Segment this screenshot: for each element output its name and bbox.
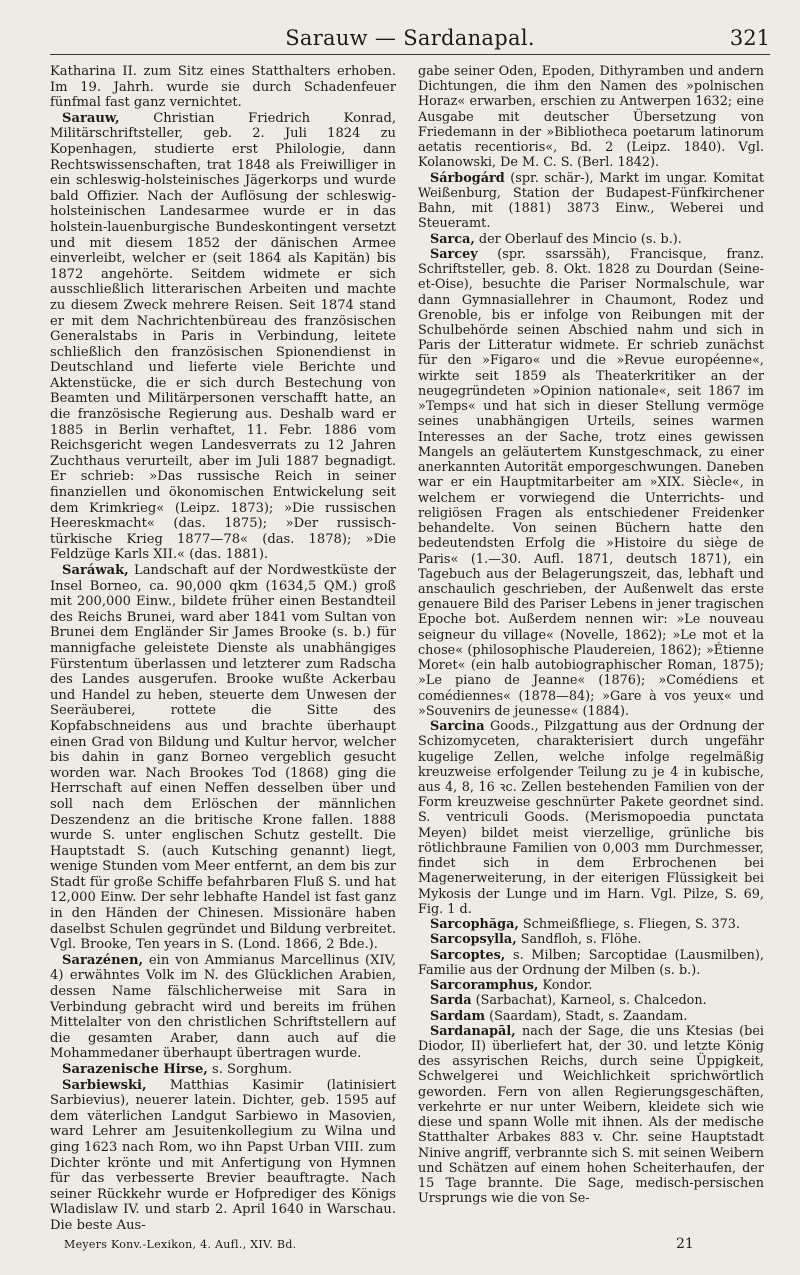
dictionary-entry <box>418 64 764 171</box>
entry-text: Katharina II. zum Sitz eines Statthalters erhoben. Im 19. Jahrh. wurde sie durch Schadenfeuer fünfmal fast ganz vernichtet. <box>50 64 396 111</box>
entry-headword: Sarauw, <box>62 110 120 126</box>
dictionary-entry <box>418 932 764 947</box>
entry-text: Matthias Kasimir (latinisiert Sarbievius), neuerer latein. Dichter, geb. 1595 auf dem väterlichen Landgut Sarbiewo in Masovien, ward Lehrer am Jesuitenkollegium zu Wilna und ging 1623 nach Rom, wo ihn Papst Urban VIII. zum Dichter krönte und mit Anfertigung von Hymnen für das verbesserte Brevier beauftragte. Nach seiner Rückkehr wurde er Hofprediger des Königs Wladislaw IV. und starb 2. April 1640 in Warschau. Die beste Aus- <box>50 1077 396 1233</box>
entry-headword: Sarcopsylla, <box>430 932 517 948</box>
left-column <box>50 64 396 1234</box>
entry-headword: Sarazénen, <box>62 952 144 968</box>
entry-text: (Saardam), Stadt, s. Zaandam. <box>485 1008 688 1024</box>
entry-headword: Sarcina <box>430 719 485 735</box>
dictionary-entry <box>418 978 764 993</box>
entry-text: s. Milben; Sarcoptidae (Lausmilben), Familie aus der Ordnung der Milben (s. b.). <box>418 947 764 978</box>
entry-text: (Sarbachat), Karneol, s. Chalcedon. <box>471 993 707 1009</box>
entry-text: (spr. schär-), Markt im ungar. Komitat Weißenburg, Station der Budapest-Fünfkirchener Bahn, mit (1881) 3873 Einw., Weberei und Steueramt. <box>418 170 764 232</box>
entry-headword: Sarcey <box>430 246 478 262</box>
entry-text: der Oberlauf des Mincio (s. b.). <box>474 231 682 247</box>
entry-text: gabe seiner Oden, Epoden, Dithyramben und andern Dichtungen, die ihm den Namen des »polnischen Horaz« erwarben, erschien zu Antwerpen 1632; eine Ausgabe mit deutscher Übersetzung von Friedemann in der »Bibliotheca poetarum latinorum aetatis recentioris«, Bd. 2 (Leipz. 1840). Vgl. Kolanowski, De M. C. S. (Berl. 1842). <box>418 64 764 171</box>
dictionary-entry <box>418 247 764 719</box>
entry-text: ein von Ammianus Marcellinus (XIV, 4) erwähntes Volk im N. des Glücklichen Arabien, dessen Name fälschlicherweise mit Sara in Verbindung gebracht wird und bereits im frühen Mittelalter von den christlichen Schriftstellern auf die gesamten Araber, dann auch auf die Mohammedaner überhaupt übertragen wurde. <box>50 952 396 1062</box>
entry-headword: Sardam <box>430 1008 486 1024</box>
dictionary-entry <box>50 953 396 1062</box>
dictionary-entry <box>418 719 764 917</box>
page-title: Sarauw — Sardanapal. <box>285 26 535 50</box>
entry-text: Landschaft auf der Nordwestküste der Insel Borneo, ca. 90,000 qkm (1634,5 QM.) groß mit 200,000 Einw., bildete früher einen Bestandteil des Reichs Brunei, ward aber 1841 vom Sultan von Brunei dem Engländer Sir James Brooke (s. b.) für mannigfache geleistete Dienste als unabhängiges Fürstentum überlassen und letzterer zum Radscha des Landes ausgerufen. Brooke wußte Ackerbau und Handel zu heben, steuerte dem Unwesen der Seeräuberei, rottete die Sitte des Kopfabschneidens aus und brachte überhaupt einen Grad von Bildung und Kultur hervor, welcher bis dahin in ganz Borneo vergeblich gesucht worden war. Nach Brookes Tod (1868) ging die Herrschaft auf einen Neffen desselben über und soll nach dem Erlöschen der männlichen Deszendenz an die britische Krone fallen. 1888 wurde S. unter englischen Schutz gestellt. Die Hauptstadt S. (auch Kutsching genannt) liegt, wenige Stunden vom Meer entfernt, an dem bis zur Stadt für große Schiffe befahrbaren Fluß S. und hat 12,000 Einw. Der sehr lebhafte Handel ist fast ganz in den Händen der Chinesen. Missionäre haben daselbst Schulen gegründet und Bildung verbreitet. Vgl. Brooke, Ten years in S. (Lond. 1866, 2 Bde.). <box>50 563 396 953</box>
entry-text: Sandfloh, s. Flöhe. <box>516 932 642 948</box>
dictionary-entry <box>418 171 764 232</box>
right-column <box>418 64 764 1234</box>
entry-headword: Sarbiewski, <box>62 1077 147 1093</box>
entry-headword: Sarcoramphus, <box>430 978 539 994</box>
entry-headword: Sardanapāl, <box>430 1023 516 1039</box>
entry-text: s. Sorghum. <box>207 1062 292 1077</box>
entry-text: Kondor. <box>538 978 593 994</box>
sheet-signature: 21 <box>676 1236 694 1252</box>
dictionary-entry <box>50 1062 396 1078</box>
dictionary-entry <box>418 1024 764 1207</box>
running-head <box>50 20 770 55</box>
dictionary-entry <box>50 563 396 953</box>
entry-headword: Sarazenische Hirse, <box>62 1062 208 1077</box>
dictionary-entry <box>418 948 764 978</box>
entry-text: nach der Sage, die uns Ktesias (bei Diodor, II) überliefert hat, der 30. und letzte König des assyrischen Reichs, durch seine Üppigkeit, Schwelgerei und Weichlichkeit sprichwörtlich geworden. Fern von allen Regierungsgeschäften, verkehrte er nur unter Weibern, kleidete sich wie diese und spann Wolle mit ihnen. Als der medische Statthalter Arbakes 883 v. Chr. seine Hauptstadt Ninive angriff, verbrannte sich S. mit seinen Weibern und Schätzen auf einem hohen Scheiterhaufen, der 15 Tage brannte. Die Sage, medisch-persischen Ursprungs wie die von Se- <box>418 1023 764 1207</box>
entry-headword: Sarda <box>430 993 472 1009</box>
dictionary-entry <box>418 232 764 247</box>
entry-text: Goods., Pilzgattung aus der Ordnung der Schizomyceten, charakterisiert durch ungefähr kugelige Zellen, welche infolge regelmäßig kreuzweise erfolgender Teilung zu je 4 in kubische, aus 4, 8, 16 ꝛc. Zellen bestehenden Familien von der Form kreuzweise geschnürter Pakete geordnet sind. S. ventriculi Goods. (Merismopoedia punctata Meyen) bildet meist vierzellige, grünliche bis rötlichbraune Familien von 0,003 mm Durchmesser, findet sich in dem Erbrochenen bei Magenerweiterung, in der eiterigen Flüssigkeit bei Mykosis der Lunge und im Harn. Vgl. Pilze, S. 69, Fig. 1 d. <box>418 719 764 917</box>
entry-headword: Sárbogárd <box>430 170 505 186</box>
publisher-imprint: Meyers Konv.-Lexikon, 4. Aufl., XIV. Bd. <box>64 1238 297 1251</box>
dictionary-entry <box>418 1009 764 1024</box>
entry-headword: Sarcophăga, <box>430 917 519 933</box>
entry-text: (spr. ssarssäh), Francisque, franz. Schriftsteller, geb. 8. Okt. 1828 zu Dourdan (Seine-et-Oise), besuchte die Pariser Normalschule, war dann Gymnasiallehrer in Chaumont, Rodez und Grenoble, bis er infolge von Reibungen mit der Schulbehörde seinen Abschied nahm und sich in Paris der Litteratur widmete. Er schrieb zunächst für den »Figaro« und die »Revue européenne«, wirkte seit 1859 als Theaterkritiker an der neugegründeten »Opinion nationale«, seit 1867 im »Temps« und hat sich in dieser Stellung vermöge seines unabhängigen Urteils, seines warmen Interesses an der Sache, trotz eines gewissen Mangels an geläutertem Kunstgeschmack, zu einer anerkannten Autorität emporgeschwungen. Daneben war er ein Hauptmitarbeiter am »XIX. Siècle«, in welchem er vorwiegend die Unterrichts- und religiösen Fragen als entschiedener Freidenker behandelte. Von seinen Büchern hatte den bedeutendsten Erfolg die »Histoire du siège de Paris« (1.—30. Aufl. 1871, deutsch 1871), ein Tagebuch aus der Belagerungszeit, das, lebhaft und anschaulich geschrieben, der Außenwelt das erste genauere Bild des Pariser Lebens in jener tragischen Epoche bot. Außerdem nennen wir: »Le nouveau seigneur du village« (Novelle, 1862); »Le mot et la chose« (philosophische Plaudereien, 1862); »Étienne Moret« (ein halb autobiographischer Roman, 1875); »Le piano de Jeanne« (1876); »Comédiens et comédiennes« (1878—84); »Gare à vos yeux« und »Souvenirs de jeunesse« (1884). <box>418 246 764 719</box>
entry-text: Schmeißfliege, s. Fliegen, S. 373. <box>518 917 740 933</box>
page-number: 321 <box>729 26 770 50</box>
entry-headword: Saráwak, <box>62 563 129 578</box>
dictionary-entry <box>418 917 764 932</box>
dictionary-entry <box>50 1078 396 1234</box>
dictionary-entry <box>50 111 396 563</box>
dictionary-entry <box>50 64 396 111</box>
dictionary-entry <box>418 993 764 1008</box>
entry-text: Christian Friedrich Konrad, Militärschriftsteller, geb. 2. Juli 1824 zu Kopenhagen, studierte erst Philologie, dann Rechtswissenschaften, trat 1848 als Freiwilliger in ein schleswig-holsteinisches Jägerkorps und wurde bald Offizier. Nach der Auflösung der schleswig-holsteinischen Landesarmee wurde er in das holstein-lauenburgische Bundeskontingent versetzt und mit diesem 1852 der dänischen Armee einverleibt, welcher er (seit 1864 als Kapitän) bis 1872 angehörte. Seitdem widmete er sich ausschließlich litterarischen Arbeiten und machte zu diesem Zweck mehrere Reisen. Seit 1874 stand er mit dem Nachrichtenbüreau des französischen Generalstabs in Paris in Verbindung, leitete schließlich den französischen Spionendienst in Deutschland und lieferte viele Berichte und Aktenstücke, die er sich durch Bestechung von Beamten und Militärpersonen verschafft hatte, an die französische Regierung aus. Deshalb ward er 1885 in Berlin verhaftet, 11. Febr. 1886 vom Reichsgericht wegen Landesverrats zu 12 Jahren Zuchthaus verurteilt, aber im Juli 1887 begnadigt. Er schrieb: »Das russische Reich in seiner finanziellen und ökonomischen Entwickelung seit dem Krimkrieg« (Leipz. 1873); »Die russischen Heereskmacht« (das. 1875); »Der russisch-türkische Krieg 1877—78« (das. 1878); »Die Feldzüge Karls XII.« (das. 1881). <box>50 110 396 563</box>
entry-headword: Sarcoptes, <box>430 947 506 963</box>
entry-headword: Sarca, <box>430 231 475 247</box>
